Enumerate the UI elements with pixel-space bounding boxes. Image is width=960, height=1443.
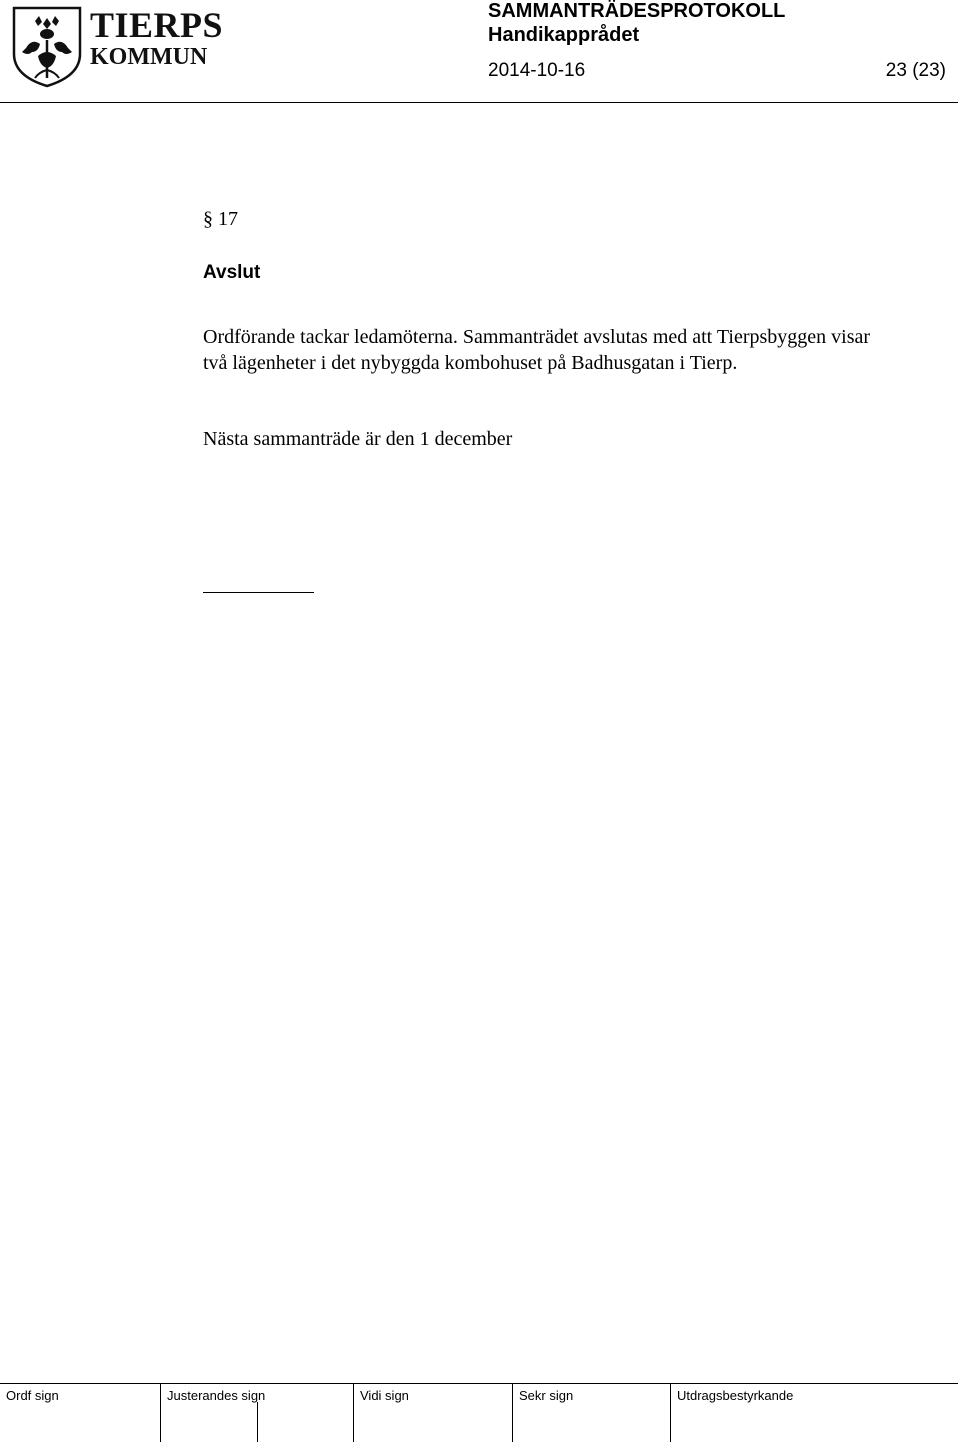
section-title: Avslut	[203, 262, 261, 283]
section-content	[203, 206, 883, 452]
logo-wordmark-tierps: TIERPS	[90, 5, 224, 45]
end-divider	[203, 592, 314, 593]
signature-footer	[0, 1383, 958, 1443]
signature-cell-utdrag	[670, 1384, 958, 1442]
page-number: 23 (23)	[885, 60, 946, 81]
tierps-kommun-logo	[10, 4, 225, 88]
signature-cell-justerande	[160, 1384, 353, 1442]
signature-cell-sekr	[512, 1384, 670, 1442]
signature-label: Utdragsbestyrkande	[677, 1388, 794, 1403]
signature-cell-ordf	[0, 1384, 160, 1442]
next-meeting-note: Nästa sammanträde är den 1 december	[203, 428, 513, 450]
signature-split-line	[257, 1402, 258, 1442]
logo-wordmark-kommun: KOMMUN	[90, 44, 208, 70]
section-paragraph: Ordförande tackar ledamöterna. Sammanträdet avslutas med att Tierpsbyggen visar två lägenheter i det nybyggda kombohuset på Badhusgatan i Tierp.	[203, 326, 871, 374]
section-number: § 17	[203, 208, 238, 230]
body-name: Handikapprådet	[488, 24, 640, 46]
tierps-coat-of-arms-icon	[10, 4, 84, 88]
signature-label: Vidi sign	[360, 1388, 409, 1403]
header-divider	[0, 102, 958, 103]
meeting-date: 2014-10-16	[488, 60, 586, 81]
document-header	[0, 0, 960, 104]
signature-label: Justerandes sign	[167, 1388, 266, 1403]
document-type: SAMMANTRÄDESPROTOKOLL	[488, 0, 786, 22]
signature-cell-vidi	[353, 1384, 512, 1442]
signature-label: Sekr sign	[519, 1388, 574, 1403]
signature-label: Ordf sign	[6, 1388, 59, 1403]
